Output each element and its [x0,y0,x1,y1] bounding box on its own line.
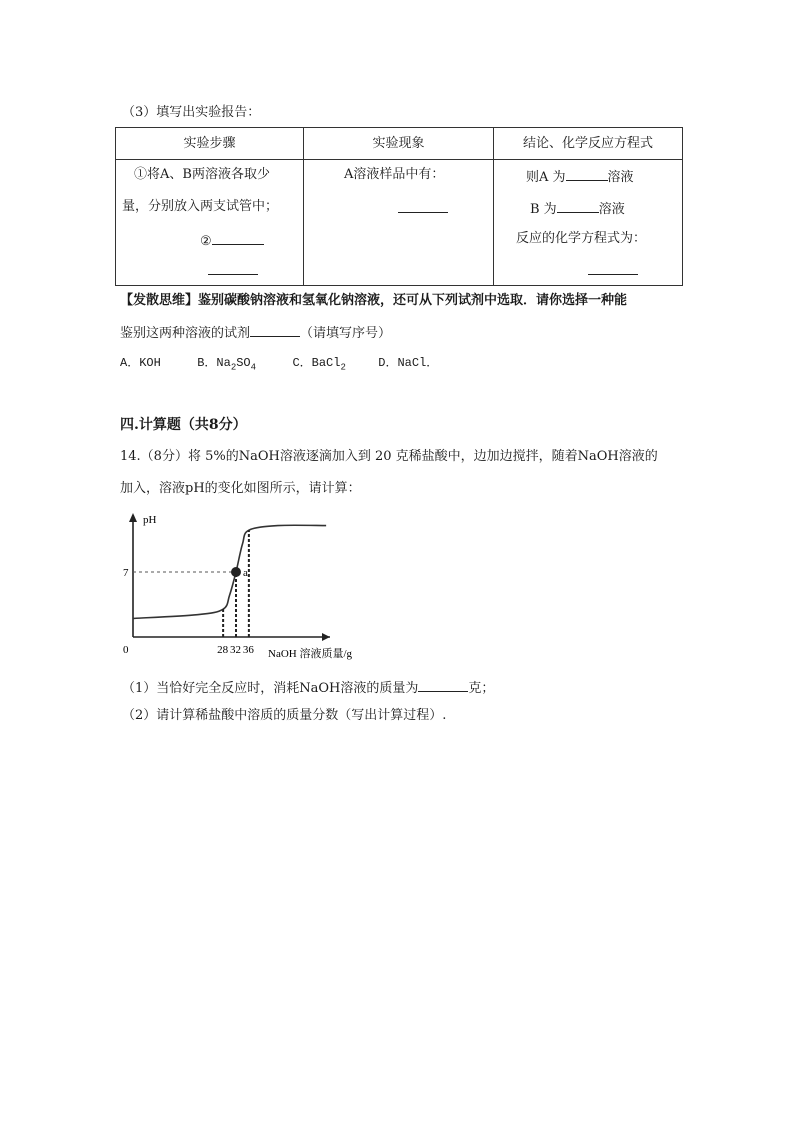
naoh-mass-blank[interactable] [418,677,468,692]
q14-sub1: （1）当恰好完全反应时，消耗NaOH溶液的质量为 克； [122,677,494,698]
x-axis-label: NaOH 溶液质量/g [268,648,353,660]
phenomenon-cell [304,160,494,286]
conclusion-line1: 则A 为 溶液 [526,166,634,187]
reagent-options [120,354,438,376]
equation-blank[interactable] [588,260,638,275]
phenomenon-blank-line [398,198,448,219]
extension-line1: 【发散思维】鉴别碳酸钠溶液和氢氧化钠溶液，还可从下列试剂中选取．请你选择一种能 [120,293,628,308]
phenomenon-blank[interactable] [398,198,448,213]
step2-blank[interactable] [212,230,264,245]
option-a: A．KOH [120,356,161,370]
option-b: B．$Na_2SO_4$ [197,356,257,373]
experiment-report-table [115,127,683,286]
option-c: C．BaCl$_2$ [292,356,346,373]
conclusion-line3: 反应的化学方程式为： [516,231,647,246]
x-tick-label: 32 [230,644,241,656]
table-header-steps: 实验步骤 [116,128,304,160]
ph-chart [118,505,408,667]
q14-sub2: （2）请计算稀盐酸中溶质的质量分数（写出计算过程）. [122,708,447,723]
conclusion-line2: B 为 溶液 [530,198,625,219]
table-header-phenomenon: 实验现象 [304,128,494,160]
x-axis-arrow [322,633,330,641]
solution-a-blank[interactable] [566,166,608,181]
step2-line: ② [200,230,264,251]
origin-label: 0 [123,644,129,656]
steps-cell [116,160,304,286]
q14-line2: 加入，溶液pH的变化如图所示，请计算： [120,481,361,496]
point-a-label: a [243,567,248,579]
step2-blank2[interactable] [208,260,258,275]
extension-line2: 鉴别这两种溶液的试剂 （请填写序号） [120,322,391,343]
x-tick-label: 36 [242,644,254,656]
y-axis-arrow [129,513,137,522]
step1-line1: ①将A、B两溶液各取少 [134,167,270,182]
y-axis-label: pH [143,514,157,526]
reagent-blank[interactable] [250,322,300,337]
step1-line2: 量，分别放入两支试管中； [122,199,279,214]
part3-heading: （3）填写出实验报告： [122,105,261,120]
x-tick-label: 28 [217,644,229,656]
q14-line1: 14.（8分）将 5%的NaOH溶液逐滴加入到 20 克稀盐酸中，边加边搅拌，随着NaOH溶液的 [120,449,658,464]
equation-blank-line [588,260,638,281]
option-d: D．NaCl． [378,356,439,370]
solution-b-blank[interactable] [557,198,599,213]
phenomenon-line1: A溶液样品中有： [344,167,445,182]
table-header-conclusion: 结论、化学反应方程式 [494,128,683,160]
point-a [231,567,241,577]
y-tick-label: 7 [123,567,129,579]
section4-title: 四.计算题（共8分） [120,417,247,433]
step2-blank2-line [208,260,258,281]
conclusion-cell [494,160,683,286]
